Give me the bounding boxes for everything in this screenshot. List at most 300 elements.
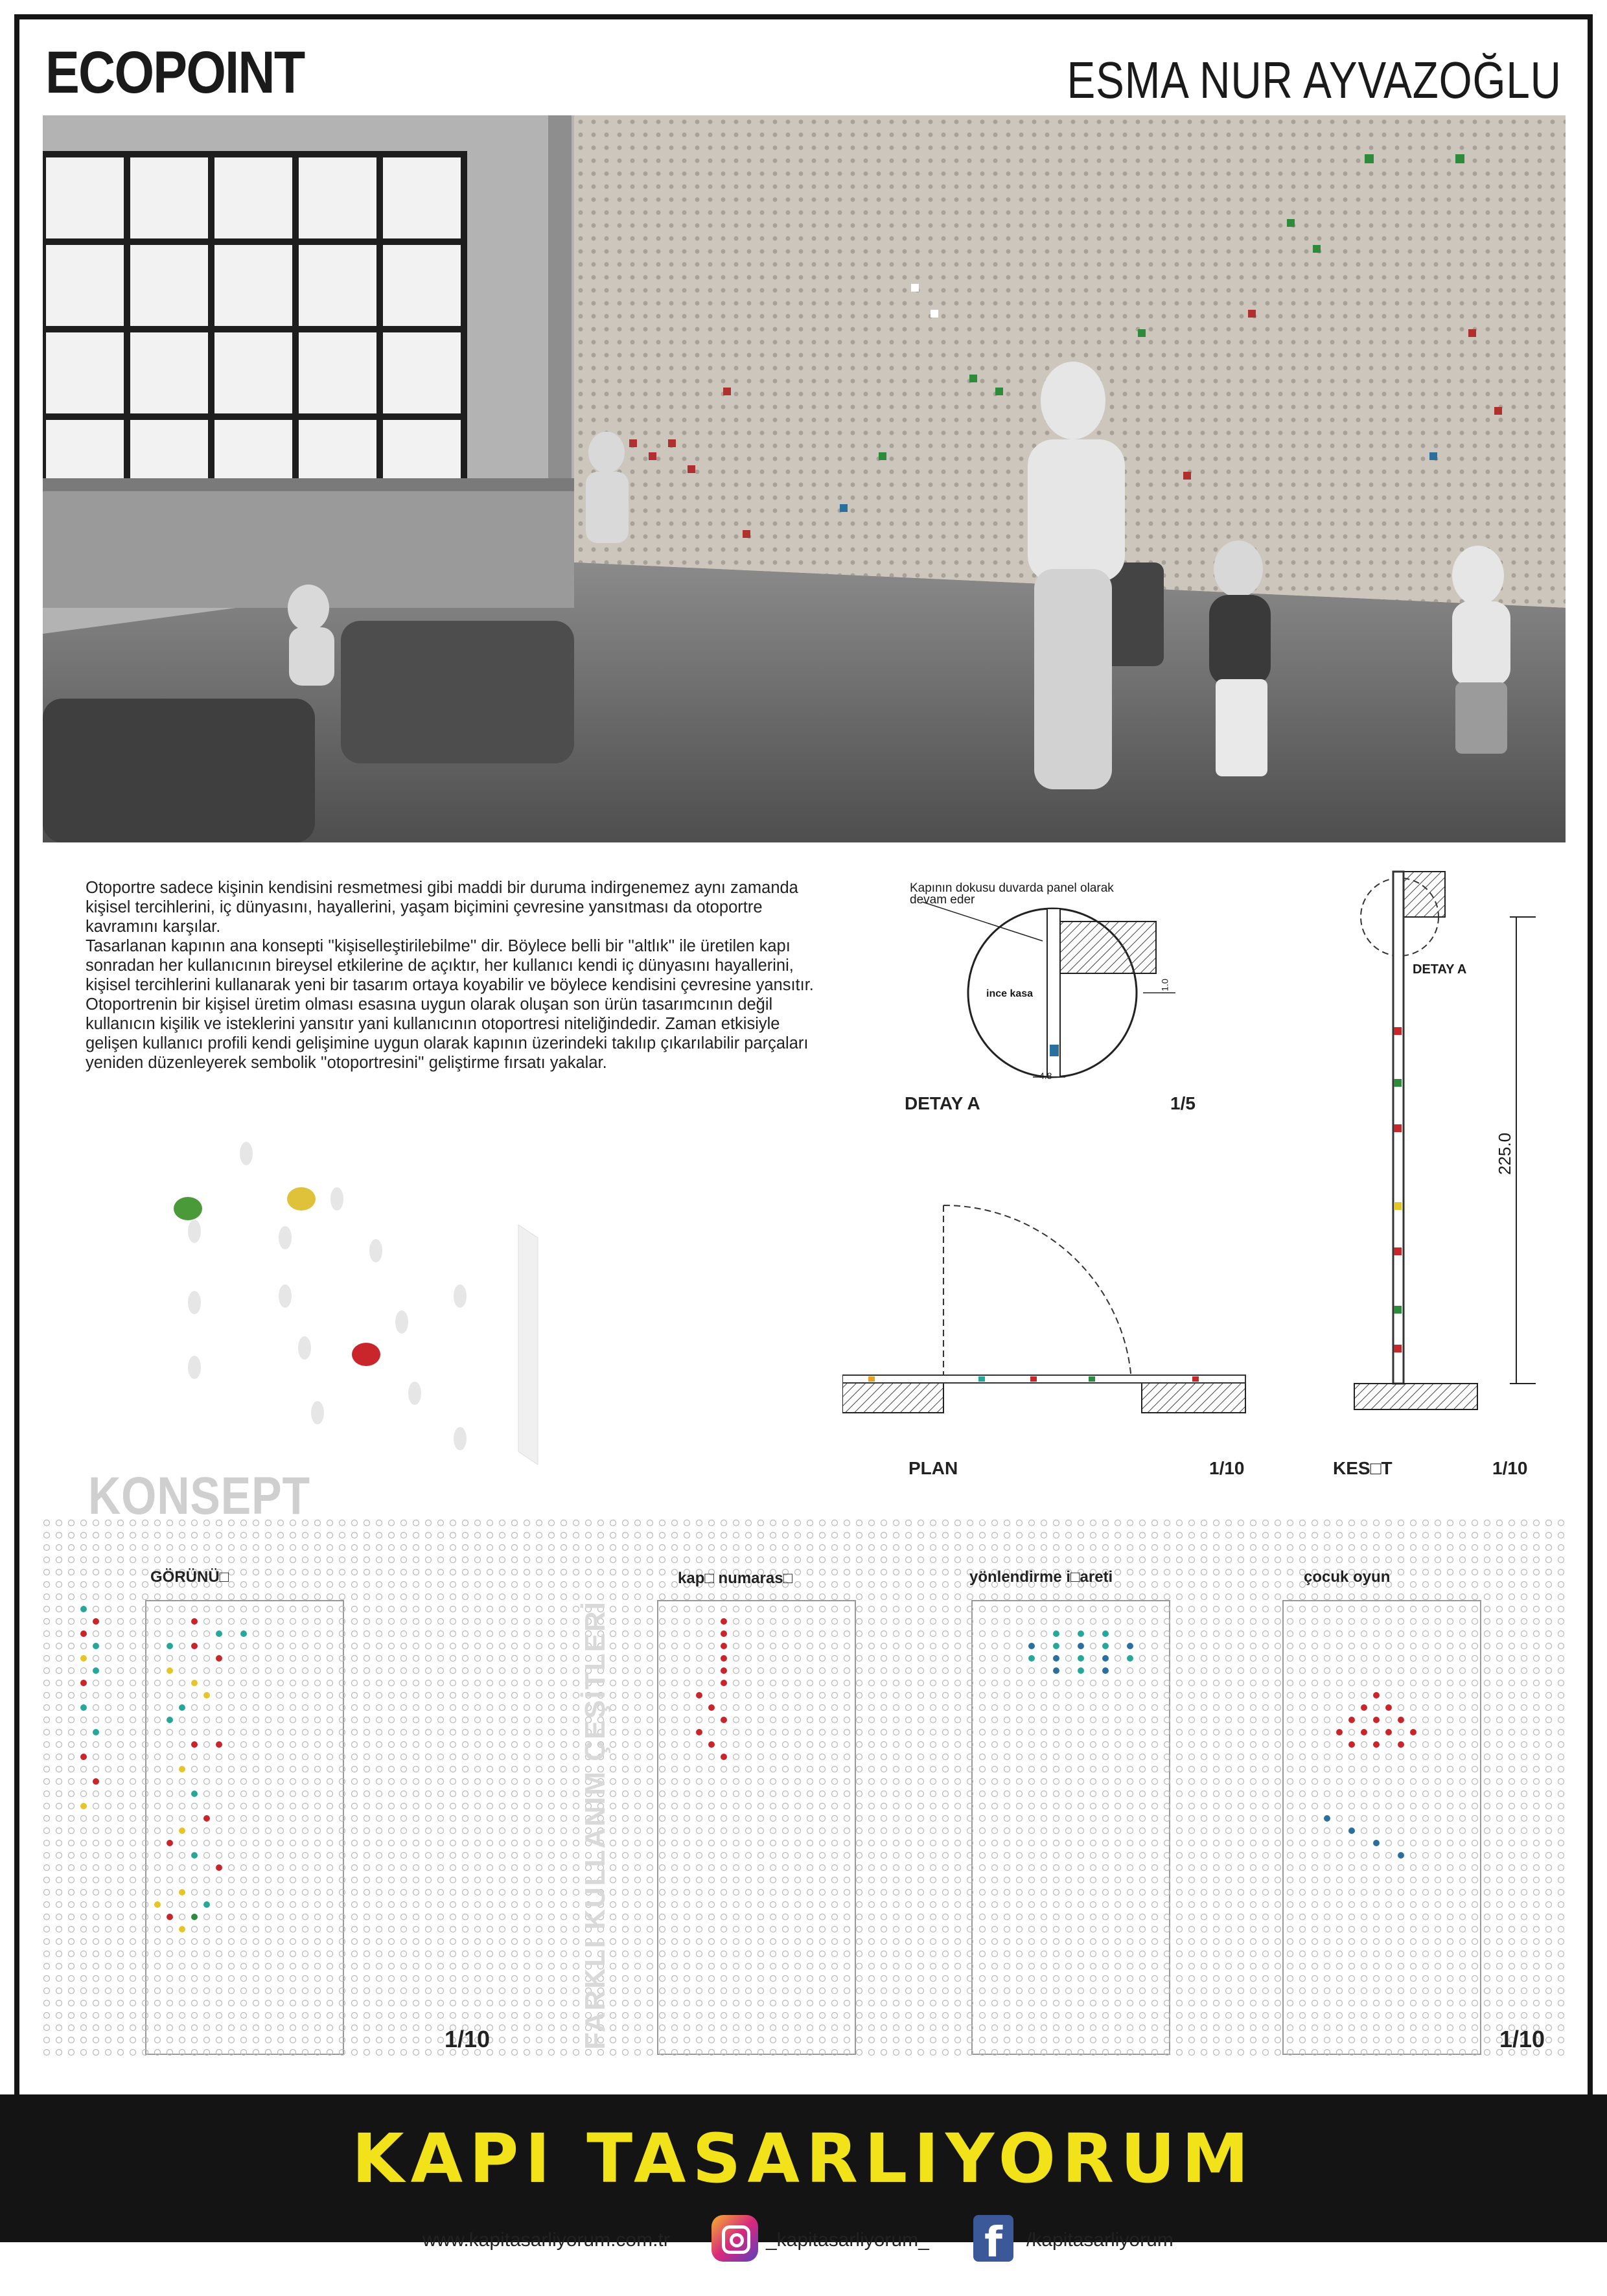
peg-dot (943, 1877, 949, 1883)
peg-dot (1275, 1656, 1281, 1662)
peg-dot (857, 1803, 862, 1809)
peg-dot (1300, 1890, 1306, 1896)
peg-dot (1251, 1976, 1256, 1982)
peg-dot (1251, 1890, 1256, 1896)
peg-dot (832, 1877, 838, 1883)
peg-dot (1115, 1902, 1121, 1908)
peg-dot (450, 1742, 456, 1748)
peg-dot (106, 1779, 111, 1785)
peg-dot (352, 1964, 358, 1969)
peg-dot (241, 1840, 247, 1846)
peg-dot (1103, 1964, 1109, 1969)
peg-dot (1214, 1976, 1220, 1982)
peg-dot (278, 1668, 284, 1674)
peg-dot (1288, 1877, 1293, 1883)
peg-dot (1066, 1643, 1072, 1649)
peg-dot (1398, 1754, 1404, 1760)
peg-dot (1140, 1902, 1146, 1908)
peg-dot (697, 1594, 702, 1600)
peg-dot (475, 1582, 481, 1588)
peg-dot (1423, 1631, 1429, 1637)
peg-dot (647, 1533, 653, 1538)
peg-dot (253, 1693, 259, 1699)
peg-dot (253, 1902, 259, 1908)
peg-dot (1251, 1754, 1256, 1760)
peg-dot (1017, 1730, 1023, 1735)
peg-dot (1251, 1840, 1256, 1846)
peg-dot (1546, 1877, 1552, 1883)
peg-dot (1152, 1570, 1158, 1575)
peg-dot (1226, 1643, 1232, 1649)
peg-dot (1361, 1976, 1367, 1982)
peg-dot (376, 1865, 382, 1871)
peg-dot (955, 1631, 961, 1637)
peg-dot (106, 1680, 111, 1686)
peg-dot (327, 1606, 333, 1612)
peg-dot (512, 1951, 518, 1957)
peg-dot (155, 1877, 161, 1883)
peg-dot (1534, 1520, 1540, 1526)
peg-dot (1472, 1693, 1478, 1699)
peg-dot (906, 1705, 912, 1711)
peg-dot (204, 1767, 210, 1772)
peg-dot (1398, 1545, 1404, 1551)
peg-dot (512, 1606, 518, 1612)
peg-dot (290, 1840, 296, 1846)
peg-dot (1558, 1631, 1564, 1637)
peg-dot (1004, 1705, 1010, 1711)
peg-dot (807, 1717, 813, 1723)
peg-dot (1214, 1705, 1220, 1711)
peg-dot (697, 1840, 702, 1846)
peg-dot (992, 1853, 998, 1859)
peg-dot (1423, 1545, 1429, 1551)
peg-dot (1374, 1545, 1380, 1551)
peg-dot (1460, 1803, 1466, 1809)
peg-dot (1041, 1865, 1047, 1871)
peg-dot (192, 2000, 198, 2006)
peg-dot (1337, 2000, 1343, 2006)
peg-dot (647, 1705, 653, 1711)
peg-dot (1078, 1730, 1084, 1735)
peg-dot (216, 1557, 222, 1563)
peg-dot (450, 1754, 456, 1760)
peg-dot (869, 1742, 875, 1748)
peg-dot (1497, 1767, 1503, 1772)
peg-dot (303, 1939, 308, 1945)
peg-dot (413, 1570, 419, 1575)
peg-dot (426, 1779, 432, 1785)
peg-dot (229, 1594, 235, 1600)
peg-dot (130, 1914, 136, 1920)
peg-dot (832, 1643, 838, 1649)
peg-dot (56, 1902, 62, 1908)
peg-dot (192, 1520, 198, 1526)
peg-dot (1288, 1791, 1293, 1797)
peg-dot (389, 1742, 395, 1748)
peg-dot (303, 1791, 308, 1797)
peg-dot (216, 1693, 222, 1699)
peg-dot (167, 1742, 173, 1748)
peg-dot (894, 1779, 899, 1785)
peg-dot (844, 1816, 850, 1822)
peg-dot (906, 1902, 912, 1908)
peg-dot (820, 1976, 826, 1982)
peg-dot (869, 1976, 875, 1982)
peg-dot (1164, 1545, 1170, 1551)
peg-dot (352, 1902, 358, 1908)
peg-dot (364, 1828, 370, 1834)
peg-dot (857, 1840, 862, 1846)
peg-dot (438, 1865, 444, 1871)
peg-dot (229, 1730, 235, 1735)
peg-dot (857, 1890, 862, 1896)
peg-dot (1103, 1865, 1109, 1871)
peg-dot (844, 1533, 850, 1538)
peg-dot (561, 1545, 567, 1551)
peg-dot (229, 1865, 235, 1871)
peg-dot (1398, 1668, 1404, 1674)
peg-dot (130, 1557, 136, 1563)
peg-dot (1534, 1828, 1540, 1834)
peg-dot (1312, 1754, 1318, 1760)
peg-dot (1411, 1840, 1416, 1846)
peg-dot (1238, 1619, 1244, 1625)
peg-dot (426, 1877, 432, 1883)
peg-dot (857, 1951, 862, 1957)
peg-dot (303, 1988, 308, 1994)
peg-dot (413, 1606, 419, 1612)
peg-dot (1411, 1693, 1416, 1699)
peg-dot (697, 1816, 702, 1822)
peg-dot (303, 1964, 308, 1969)
peg-dot-colored (167, 1840, 173, 1846)
peg-dot (697, 1606, 702, 1612)
peg-dot (721, 1742, 727, 1748)
peg-dot (315, 1964, 321, 1969)
peg-dot (155, 1680, 161, 1686)
peg-dot (1485, 1656, 1490, 1662)
peg-dot (869, 1890, 875, 1896)
peg-dot (1423, 1643, 1429, 1649)
peg-dot (881, 2000, 887, 2006)
peg-dot (807, 1951, 813, 1957)
peg-dot (1054, 1754, 1059, 1760)
peg-dot (832, 1976, 838, 1982)
peg-dot (1041, 1594, 1047, 1600)
peg-dot (56, 1520, 62, 1526)
peg-dot (450, 1680, 456, 1686)
peg-dot (487, 1914, 493, 1920)
peg-dot (500, 1606, 505, 1612)
peg-dot (167, 1730, 173, 1735)
peg-dot (512, 1964, 518, 1969)
peg-dot (364, 1619, 370, 1625)
peg-dot (1029, 1619, 1035, 1625)
peg-dot (278, 1853, 284, 1859)
peg-dot (1115, 1828, 1121, 1834)
peg-dot (303, 1619, 308, 1625)
peg-dot (832, 1730, 838, 1735)
peg-dot (216, 1545, 222, 1551)
peg-dot (450, 1693, 456, 1699)
peg-dot (69, 1643, 75, 1649)
peg-dot (1485, 1705, 1490, 1711)
peg-dot (1251, 1631, 1256, 1637)
peg-dot (93, 1914, 99, 1920)
peg-dot (1472, 1656, 1478, 1662)
peg-dot (266, 1902, 272, 1908)
peg-dot (253, 1656, 259, 1662)
peg-dot (721, 1951, 727, 1957)
peg-dot (179, 1976, 185, 1982)
peg-dot (1054, 1927, 1059, 1932)
peg-dot (352, 1988, 358, 1994)
peg-dot (130, 1803, 136, 1809)
peg-dot (783, 1754, 789, 1760)
peg-dot (1127, 1791, 1133, 1797)
peg-dot (1078, 1606, 1084, 1612)
peg-dot-colored (191, 1618, 198, 1625)
peg-dot-colored (1078, 1630, 1084, 1637)
peg-dot (179, 1902, 185, 1908)
peg-dot (450, 1779, 456, 1785)
peg-dot (1398, 1680, 1404, 1686)
peg-dot (672, 1840, 678, 1846)
peg-dot (1386, 1803, 1392, 1809)
peg-dot (389, 1816, 395, 1822)
peg-dot (832, 1619, 838, 1625)
peg-dot (955, 1890, 961, 1896)
peg-dot (1275, 1779, 1281, 1785)
peg-dot (1238, 1927, 1244, 1932)
peg-dot (832, 1914, 838, 1920)
peg-dot (795, 1533, 801, 1538)
peg-dot (1054, 1914, 1059, 1920)
peg-dot (241, 1976, 247, 1982)
peg-dot (93, 1791, 99, 1797)
peg-dot (69, 1816, 75, 1822)
peg-dot (573, 1902, 579, 1908)
peg-dot (697, 1656, 702, 1662)
peg-dot (623, 1656, 629, 1662)
peg-dot (1534, 1557, 1540, 1563)
peg-dot (1472, 1606, 1478, 1612)
peg-dot (1386, 1557, 1392, 1563)
peg-dot (327, 1902, 333, 1908)
peg-dot (1091, 1840, 1096, 1846)
peg-dot (684, 1730, 690, 1735)
peg-dot (1546, 1865, 1552, 1871)
peg-dot (1485, 1570, 1490, 1575)
peg-dot (524, 1914, 530, 1920)
peg-dot (647, 1976, 653, 1982)
peg-dot (955, 1557, 961, 1563)
peg-dot (1361, 1877, 1367, 1883)
peg-dot (1558, 1902, 1564, 1908)
peg-dot (1312, 1668, 1318, 1674)
peg-dot (1521, 1717, 1527, 1723)
peg-dot (401, 1631, 407, 1637)
peg-dot (463, 1791, 468, 1797)
peg-dot (561, 1570, 567, 1575)
detail-a-svg (910, 883, 1182, 1090)
peg-dot (216, 1730, 222, 1735)
peg-dot (1078, 2000, 1084, 2006)
peg-dot (795, 1865, 801, 1871)
peg-dot (106, 1742, 111, 1748)
peg-dot (1263, 1545, 1269, 1551)
peg-dot (1238, 1643, 1244, 1649)
peg-dot (106, 1816, 111, 1822)
peg-dot (69, 1533, 75, 1538)
peg-dot (906, 1619, 912, 1625)
peg-dot (1263, 1976, 1269, 1982)
peg-dot (573, 1533, 579, 1538)
peg-dot (832, 1951, 838, 1957)
peg-dot (955, 1902, 961, 1908)
concept-paragraph-2: Tasarlanan kapının ana konsepti ''kişiselleştirilebilme'' dir. Böylece belli bir ''altlık'' ile üretilen kapı sonradan her kullanıcının bireysel etkilerine de açıktır, her kullanıcı kendi iç dünyasını hayallerini, kişisel tercihlerini kullanarak yeni bir tasarım ortaya koyabilir ve böylece kendisini çevresine yansıtır. Otoportrenin bir kişisel üretim olması esasına uygun olarak oluşan son ürün tasarımcının değil kullanıcın kişilik ve isteklerini yansıtır yani kullanıcının otoportresi niteliğindedir. Zaman etkisiyle gelişen kullanıcı profili kendi gelişimine uygun olarak kapının üzerindeki takılıp çıkarılabilir parçaları yeniden düzenleyerek sembolik ''otoportresini'' geliştirme fırsatı yakalar. (86, 937, 814, 1072)
peg-dot (106, 1840, 111, 1846)
peg-dot (524, 1890, 530, 1896)
peg-dot (1214, 2000, 1220, 2006)
peg-dot (1251, 2000, 1256, 2006)
peg-dot (167, 1631, 173, 1637)
peg-dot (1177, 1533, 1183, 1538)
peg-dot (266, 1594, 272, 1600)
peg-dot (1448, 1619, 1453, 1625)
peg-dot (1127, 1680, 1133, 1686)
peg-dot (832, 1656, 838, 1662)
peg-dot (1521, 1594, 1527, 1600)
peg-dot (746, 1717, 752, 1723)
peg-dot (376, 1964, 382, 1969)
peg-dot (537, 1705, 542, 1711)
peg-dot (1534, 2000, 1540, 2006)
peg-dot (709, 1939, 715, 1945)
peg-dot (807, 1730, 813, 1735)
peg-dot (241, 1606, 247, 1612)
peg-dot (1411, 1717, 1416, 1723)
peg-dot (906, 1890, 912, 1896)
peg-dot (1152, 1693, 1158, 1699)
peg-dot-colored (1398, 1717, 1404, 1723)
peg-dot (807, 1976, 813, 1982)
peg-dot (1091, 1964, 1096, 1969)
peg-dot (106, 1828, 111, 1834)
peg-dot (1546, 1927, 1552, 1932)
peg-dot (500, 1570, 505, 1575)
peg-dot (1472, 1914, 1478, 1920)
peg-dot (635, 1951, 641, 1957)
peg-dot (770, 1803, 776, 1809)
peg-dot (1091, 1988, 1096, 1994)
peg-dot (623, 1742, 629, 1748)
peg-dot (758, 1828, 764, 1834)
peg-dot (672, 1520, 678, 1526)
peg-dot (1521, 1730, 1527, 1735)
peg-dot (106, 1693, 111, 1699)
peg-dot (266, 1951, 272, 1957)
peg-dot (783, 1606, 789, 1612)
peg-dot (1115, 1877, 1121, 1883)
peg-dot (241, 1816, 247, 1822)
peg-dot (660, 1631, 665, 1637)
peg-dot (463, 1988, 468, 1994)
peg-dot (623, 1803, 629, 1809)
peg-dot (869, 1582, 875, 1588)
peg-dot (229, 1705, 235, 1711)
peg-dot (1164, 1533, 1170, 1538)
peg-dot (303, 1643, 308, 1649)
peg-dot (340, 1828, 345, 1834)
peg-dot (266, 1803, 272, 1809)
peg-dot (192, 1803, 198, 1809)
peg-dot (413, 1631, 419, 1637)
peg-dot (81, 1582, 87, 1588)
peg-dot (746, 1840, 752, 1846)
peg-dot (1238, 1779, 1244, 1785)
peg-dot (1189, 1988, 1195, 1994)
peg-dot (783, 1890, 789, 1896)
peg-dot (1374, 1791, 1380, 1797)
peg-dot (1472, 2000, 1478, 2006)
peg-dot (1152, 1582, 1158, 1588)
peg-dot (635, 1582, 641, 1588)
peg-dot (1472, 1631, 1478, 1637)
peg-dot (906, 1914, 912, 1920)
peg-dot (709, 1877, 715, 1883)
peg-dot (697, 1680, 702, 1686)
peg-dot (1288, 1643, 1293, 1649)
peg-dot (537, 1742, 542, 1748)
peg-dot (1152, 1779, 1158, 1785)
peg-dot (290, 1582, 296, 1588)
peg-dot (487, 1705, 493, 1711)
peg-dot (955, 1545, 961, 1551)
peg-dot (623, 1533, 629, 1538)
peg-dot (1361, 1791, 1367, 1797)
peg-dot (1509, 1557, 1515, 1563)
peg-dot (992, 1606, 998, 1612)
peg-dot (487, 1606, 493, 1612)
peg-dot (1546, 1840, 1552, 1846)
peg-dot (537, 1656, 542, 1662)
peg-dot (1078, 1840, 1084, 1846)
peg-dot (401, 1693, 407, 1699)
peg-dot (241, 1545, 247, 1551)
peg-dot (623, 1828, 629, 1834)
peg-dot (1546, 1902, 1552, 1908)
peg-dot (389, 1803, 395, 1809)
peg-dot (389, 1927, 395, 1932)
peg-dot (253, 1545, 259, 1551)
peg-dot (204, 1668, 210, 1674)
peg-dot (684, 1803, 690, 1809)
peg-dot (1127, 1730, 1133, 1735)
peg-dot (1386, 1914, 1392, 1920)
peg-dot (1214, 1520, 1220, 1526)
peg-dot (229, 1964, 235, 1969)
peg-dot (918, 1643, 924, 1649)
peg-dot (783, 1656, 789, 1662)
peg-dot (635, 1717, 641, 1723)
peg-dot (1251, 1606, 1256, 1612)
peg-dot (758, 1976, 764, 1982)
concept-sketch (156, 1128, 557, 1465)
peg-dot (278, 1717, 284, 1723)
peg-dot (167, 1520, 173, 1526)
